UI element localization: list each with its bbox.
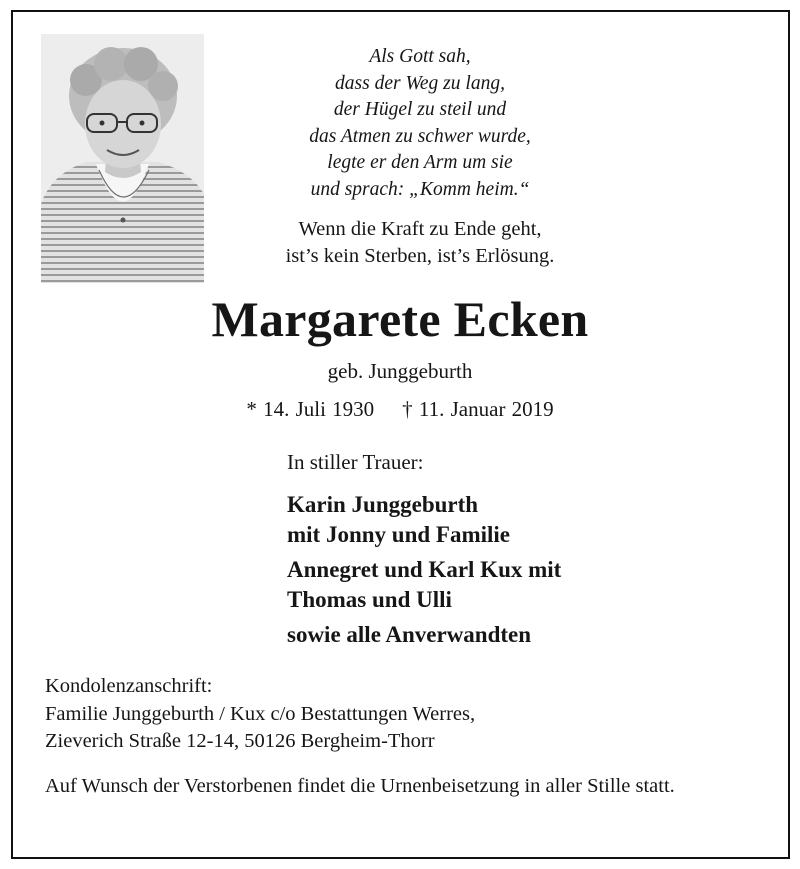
death-date: † 11. Januar 2019 xyxy=(402,397,554,421)
poem-line: Als Gott sah, xyxy=(369,46,471,67)
mourner-line: Karin Junggeburth xyxy=(287,492,479,517)
mourner-line: sowie alle Anverwandten xyxy=(287,622,532,647)
verse xyxy=(230,216,610,269)
burial-note: Auf Wunsch der Verstorbenen findet die Urnenbeisetzung in aller Stille statt. xyxy=(45,775,675,797)
condolence-line: Familie Junggeburth / Kux c/o Bestattungen Werres, xyxy=(45,702,476,725)
poem-line: und sprach: „Komm heim.“ xyxy=(310,178,530,200)
mourners-list xyxy=(287,490,707,650)
mourning-heading: In stiller Trauer: xyxy=(287,450,424,474)
mourner-line: Thomas und Ulli xyxy=(287,587,452,612)
mourner-line: Annegret und Karl Kux mit xyxy=(287,557,562,582)
portrait-photo xyxy=(41,34,204,283)
verse-line: Wenn die Kraft zu Ende geht, xyxy=(298,218,542,240)
poem-line: legte er den Arm um sie xyxy=(327,152,513,173)
poem-line: der Hügel zu steil und xyxy=(333,99,507,120)
deceased-name: Margarete Ecken xyxy=(211,291,589,347)
poem-line: das Atmen zu schwer wurde, xyxy=(309,125,531,147)
condolence-line: Zieverich Straße 12-14, 50126 Bergheim-Thorr xyxy=(45,730,435,752)
condolence-address xyxy=(45,673,765,756)
portrait-illustration xyxy=(41,34,204,283)
poem-line: dass der Weg zu lang, xyxy=(335,72,505,94)
mourner-line: mit Jonny und Familie xyxy=(287,522,511,547)
condolence-label: Kondolenzanschrift: xyxy=(45,675,213,697)
birth-name: geb. Junggeburth xyxy=(327,359,473,383)
verse-line: ist’s kein Sterben, ist’s Erlösung. xyxy=(285,244,555,267)
birth-date: * 14. Juli 1930 xyxy=(246,397,375,421)
poem xyxy=(240,44,600,203)
life-dates xyxy=(150,395,650,423)
